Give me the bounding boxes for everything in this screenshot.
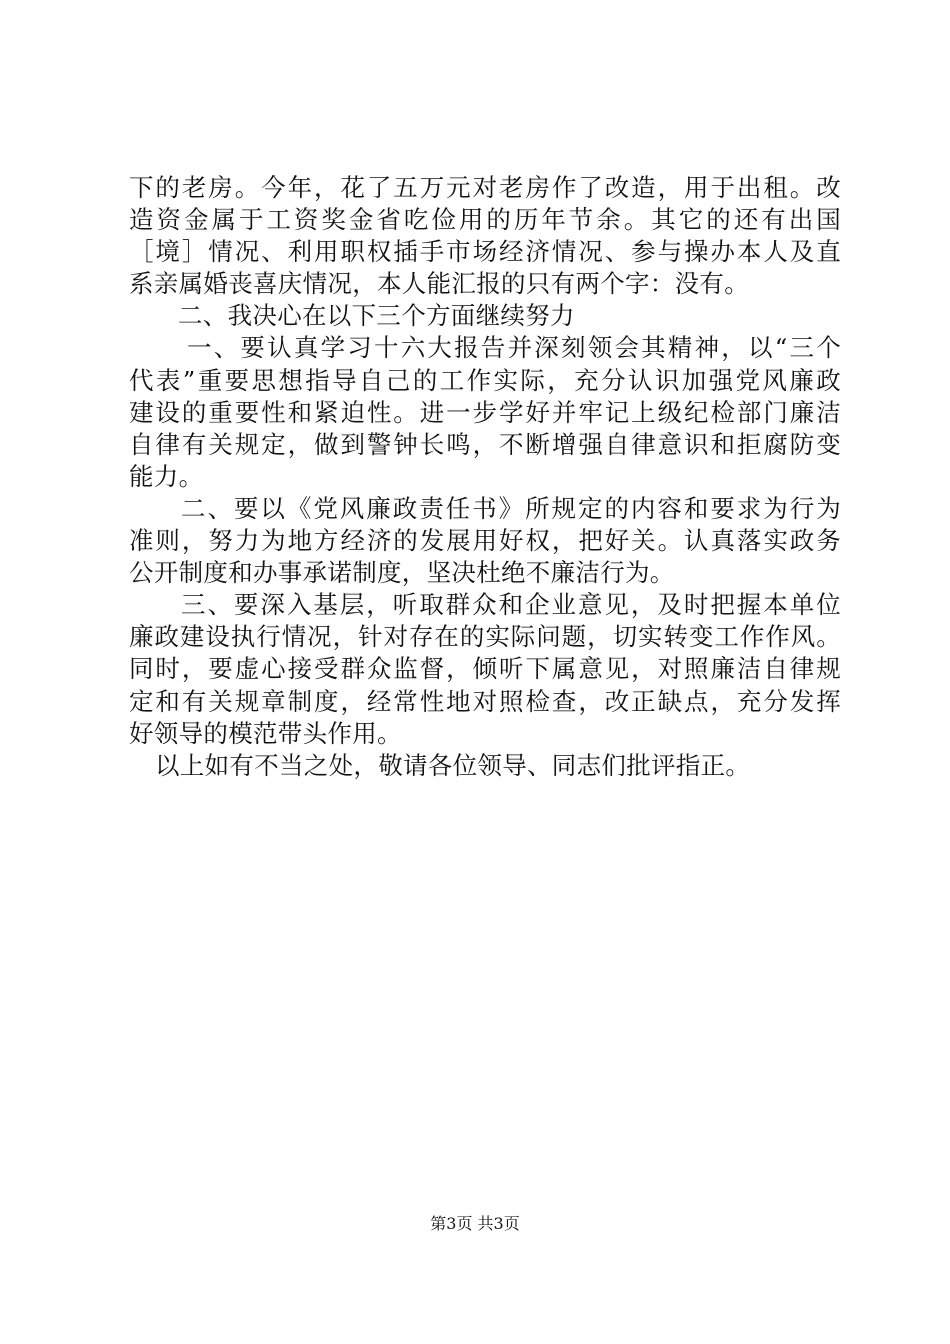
section-heading — [129, 300, 841, 332]
page-number-footer: 第3页 共3页 — [430, 1214, 520, 1233]
paragraph-point-three — [129, 589, 841, 749]
text-line: 系亲属婚丧喜庆情况，本人能汇报的只有两个字：没有。 — [129, 269, 749, 299]
text-line: 代表”重要思想指导自己的工作实际，充分认识加强党风廉政 — [129, 365, 841, 395]
text-line: 二、我决心在以下三个方面继续努力 — [178, 301, 575, 331]
document-body — [129, 172, 841, 782]
text-line: 同时，要虚心接受群众监督，倾听下属意见，对照廉洁自律规 — [129, 654, 841, 684]
text-line: 好领导的模范带头作用。 — [129, 718, 402, 748]
text-line: 能力。 — [129, 461, 204, 491]
text-line: 下的老房。今年，花了五万元对老房作了改造，用于出租。改 — [129, 173, 841, 202]
text-line: 三、要深入基层，听取群众和企业意见，及时把握本单位 — [181, 590, 841, 620]
text-line: 一、要认真学习十六大报告并深刻领会其精神，以“三个 — [187, 333, 841, 363]
paragraph-point-two — [129, 493, 841, 589]
text-line: 造资金属于工资奖金省吃俭用的历年节余。其它的还有出国 — [129, 205, 841, 235]
text-line: ［境］情况、利用职权插手市场经济情况、参与操办本人及直 — [129, 237, 841, 267]
text-line: 定和有关规章制度，经常性地对照检查，改正缺点，充分发挥 — [129, 686, 841, 716]
text-line: 廉政建设执行情况，针对存在的实际问题，切实转变工作作风。 — [129, 622, 841, 652]
paragraph-point-one — [129, 332, 841, 492]
paragraph-housing — [129, 172, 841, 300]
text-line: 以上如有不当之处，敬请各位领导、同志们批评指正。 — [155, 750, 751, 780]
text-line: 准则，努力为地方经济的发展用好权，把好关。认真落实政务 — [129, 526, 841, 556]
closing-paragraph — [129, 750, 841, 782]
text-line: 自律有关规定，做到警钟长鸣，不断增强自律意识和拒腐防变 — [129, 429, 841, 459]
text-line: 二、要以《党风廉政责任书》所规定的内容和要求为行为 — [181, 493, 841, 523]
text-line: 公开制度和办事承诺制度，坚决杜绝不廉洁行为。 — [129, 558, 675, 588]
text-line: 建设的重要性和紧迫性。进一步学好并牢记上级纪检部门廉洁 — [129, 397, 841, 427]
